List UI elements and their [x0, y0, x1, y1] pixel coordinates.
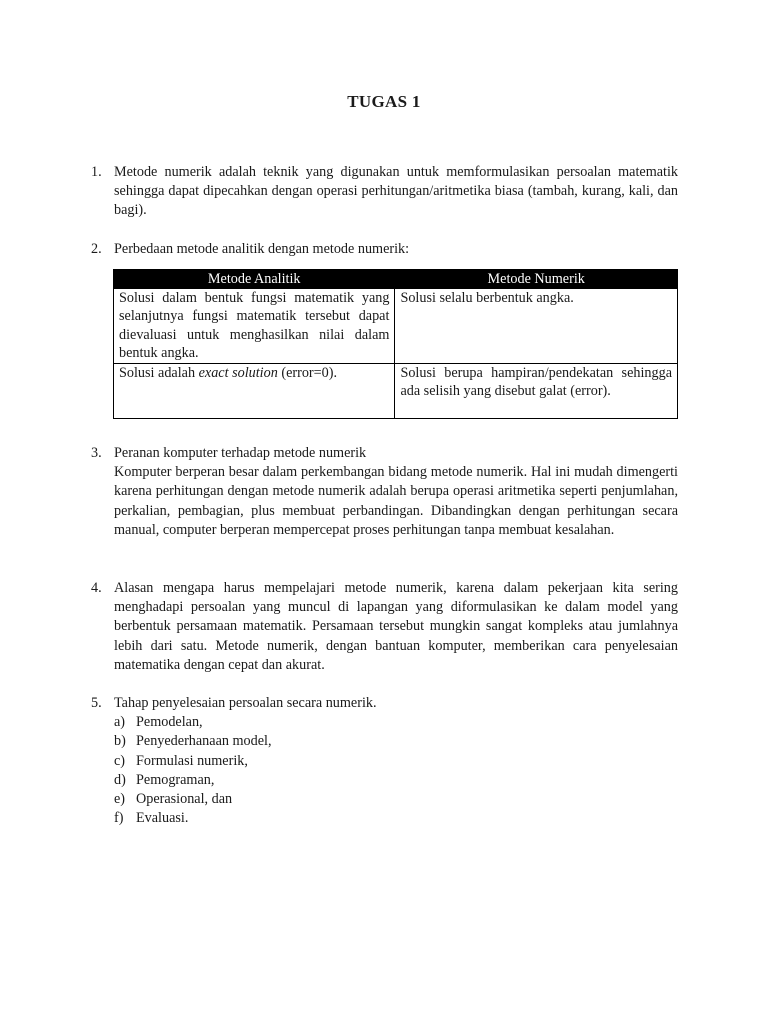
list-item-4: [91, 579, 678, 675]
step-item: [114, 713, 678, 732]
step-item: [114, 809, 678, 828]
item-number: 4.: [91, 580, 102, 596]
step-item: [114, 771, 678, 790]
step-letter: e): [114, 791, 126, 808]
item-number: 2.: [91, 241, 102, 257]
step-letter: b): [114, 733, 126, 750]
cell-text-italic: exact solution: [198, 364, 278, 381]
cell-analitik: Solusi dalam bentuk fungsi matematik yang selanjutnya fungsi matematik tersebut dapat dievaluasi untuk menghasilkan nilai dalam bentuk angka.: [114, 289, 395, 364]
step-text: Pemograman,: [136, 771, 215, 788]
item-number: 1.: [91, 164, 102, 180]
item-text: Alasan mengapa harus mempelajari metode numerik, karena dalam pekerjaan kita sering menghadapi persoalan yang muncul di lapangan yang diformulasikan ke dalam model yang berbentuk persamaan matematik. Persamaan tersebut mungkin sangat kompleks atau jumlahnya lebih dari satu. Metode numerik, dengan bantuan komputer, memberikan cara penyelesaian matematika dengan cepat dan akurat.: [114, 580, 678, 673]
cell-text-before: Solusi adalah: [119, 364, 199, 381]
item-heading: Peranan komputer terhadap metode numerik: [114, 445, 367, 461]
list-item-5: [91, 694, 678, 828]
column-header-numerik: Metode Numerik: [395, 270, 678, 289]
page-title: TUGAS 1: [347, 92, 421, 111]
step-text: Penyederhanaan model,: [136, 733, 272, 750]
column-header-analitik: Metode Analitik: [114, 270, 395, 289]
table-row: [114, 363, 678, 418]
step-list: [114, 713, 678, 828]
list-item-3: [91, 444, 678, 540]
step-text: Formulasi numerik,: [136, 752, 248, 769]
item-text: Perbedaan metode analitik dengan metode numerik:: [114, 241, 410, 257]
cell-numerik: Solusi berupa hampiran/pendekatan sehingga ada selisih yang disebut galat (error).: [395, 363, 678, 418]
comparison-table: [113, 269, 678, 419]
table-header-row: [114, 270, 678, 289]
step-letter: f): [114, 810, 124, 827]
list-item-1: [91, 163, 678, 221]
cell-numerik: Solusi selalu berbentuk angka.: [395, 289, 678, 364]
list-item-2: [91, 240, 678, 259]
table-row: [114, 289, 678, 364]
step-text: Operasional, dan: [136, 791, 233, 808]
item-text: Komputer berperan besar dalam perkembangan bidang metode numerik. Hal ini mudah dimengerti karena perhitungan dengan metode numerik adalah berupa operasi aritmetika seperti penjumlahan, perkalian, pembagian, plus membuat perbandingan. Dibandingkan dengan perhitungan secara manual, computer berperan mempercepat proses perhitungan tanpa membuat kesalahan.: [114, 464, 678, 538]
item-number: 3.: [91, 445, 102, 461]
item-number: 5.: [91, 695, 102, 711]
step-item: [114, 790, 678, 809]
step-item: [114, 732, 678, 751]
step-letter: a): [114, 714, 126, 731]
item-text: Metode numerik adalah teknik yang digunakan untuk memformulasikan persoalan matematik sehingga dapat dipecahkan dengan operasi perhitungan/aritmetika biasa (tambah, kurang, kali, dan bagi).: [114, 164, 678, 219]
step-text: Evaluasi.: [136, 810, 189, 827]
cell-analitik: [114, 363, 395, 418]
step-text: Pemodelan,: [136, 714, 203, 731]
step-item: [114, 752, 678, 771]
step-letter: c): [114, 752, 126, 769]
cell-text-after: (error=0).: [277, 364, 338, 381]
item-text: Tahap penyelesaian persoalan secara numerik.: [114, 695, 377, 711]
step-letter: d): [114, 771, 126, 788]
